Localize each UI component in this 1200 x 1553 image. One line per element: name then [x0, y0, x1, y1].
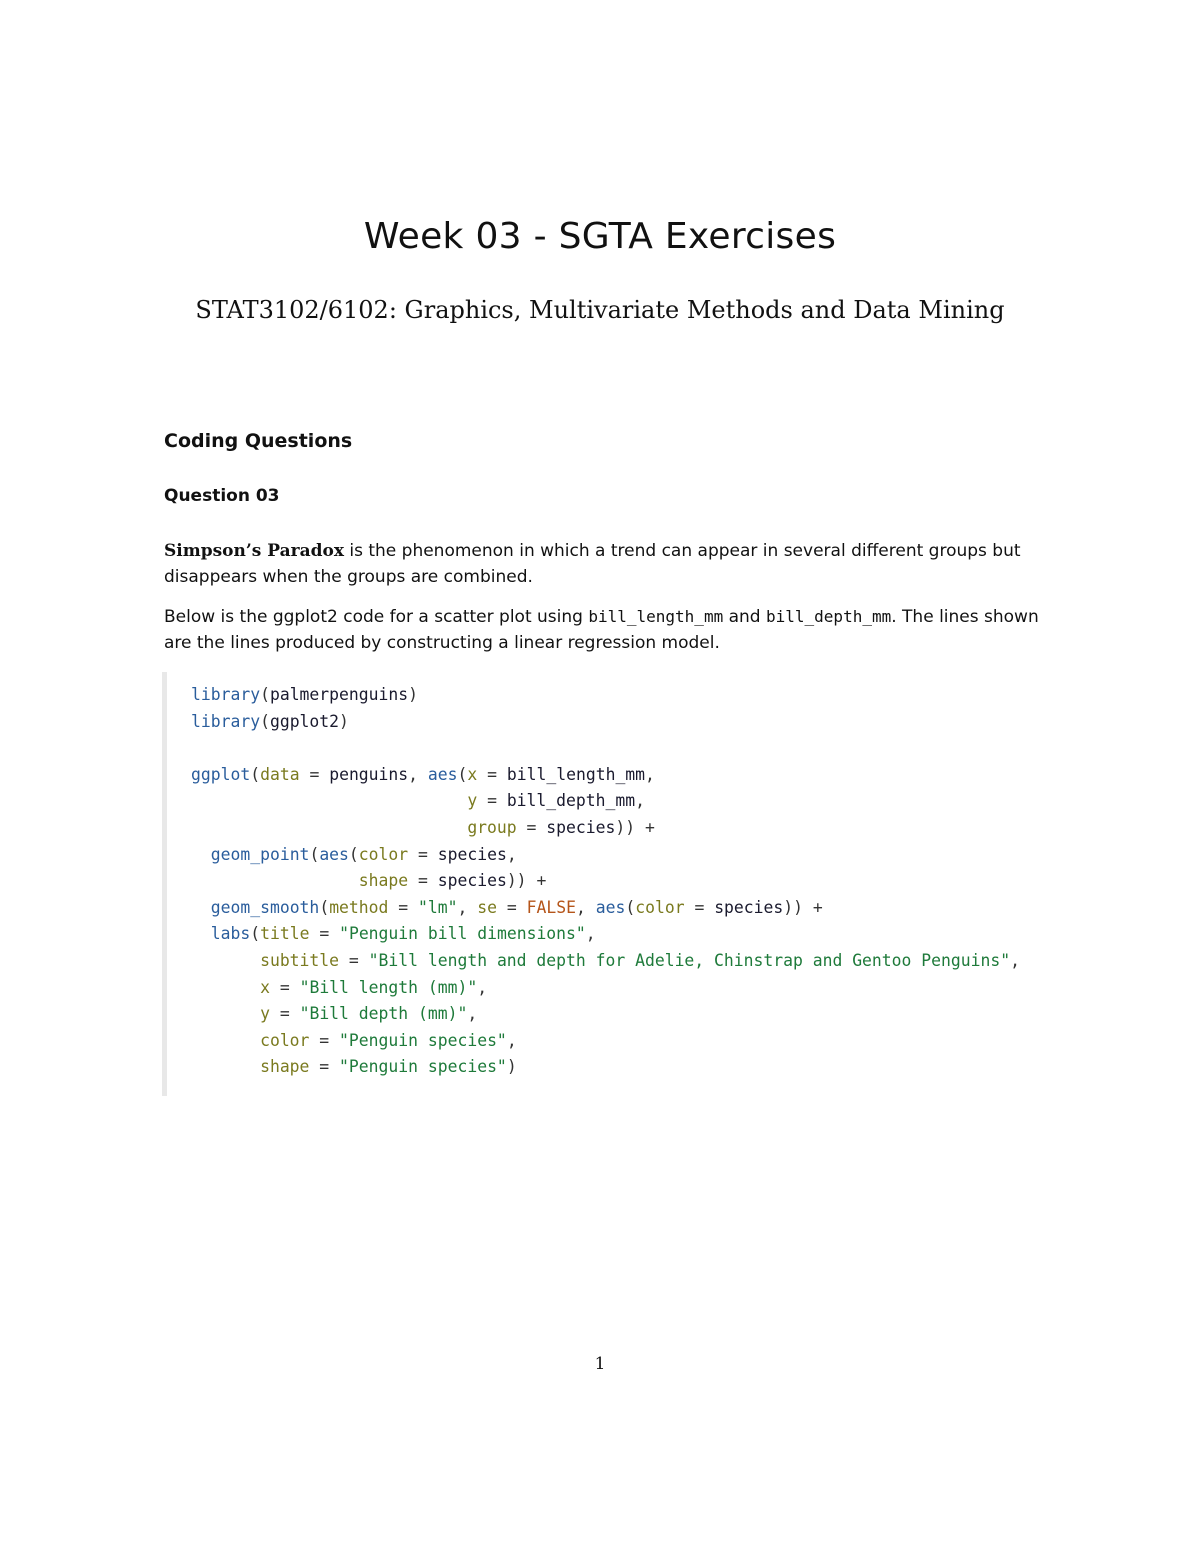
code-line: geom_smooth(method = "lm", se = FALSE, aes(color = species)) + [210, 897, 823, 917]
section-heading: Coding Questions [164, 430, 353, 452]
paragraph-text: Below is the ggplot2 code for a scatter plot using [164, 607, 589, 627]
code-line: y = "Bill depth (mm)", [260, 1004, 478, 1024]
code-line: color = "Penguin species", [260, 1030, 517, 1050]
question-heading: Question 03 [164, 486, 280, 506]
term-simpsons-paradox: Simpson’s Paradox [164, 541, 344, 561]
code-line: subtitle = "Bill length and depth for Adelie, Chinstrap and Gentoo Penguins", [260, 950, 1020, 970]
code-line: geom_point(aes(color = species, [210, 844, 517, 864]
code-block [162, 672, 1152, 1096]
document-title: Week 03 - SGTA Exercises [363, 216, 837, 257]
code-line: ggplot(data = penguins, aes(x = bill_length_mm, [191, 764, 655, 784]
page-number: 1 [594, 1354, 606, 1374]
code-line: x = "Bill length (mm)", [260, 977, 488, 997]
paragraph-text: is the phenomenon in which a trend can appear in several different groups but disappears when the groups are combined. [164, 541, 1021, 587]
code-line: shape = "Penguin species") [260, 1057, 517, 1077]
inline-code-bill-depth: bill_depth_mm [766, 607, 892, 626]
paragraph-simpsons-paradox [164, 538, 1064, 590]
code-line: shape = species)) + [358, 871, 547, 891]
code-line: library(ggplot2) [191, 711, 349, 731]
document-subtitle: STAT3102/6102: Graphics, Multivariate Methods and Data Mining [195, 296, 1005, 324]
paragraph-text: and [723, 607, 766, 627]
inline-code-bill-length: bill_length_mm [588, 607, 724, 626]
paragraph-code-intro [164, 604, 1064, 656]
code-line: y = bill_depth_mm, [467, 791, 645, 811]
code-line: library(palmerpenguins) [191, 685, 418, 704]
code-listing [191, 682, 1020, 1081]
code-line [191, 735, 1020, 762]
code-line: labs(title = "Penguin bill dimensions", [210, 924, 596, 944]
paragraph-text: . The lines shown are the lines produced by constructing a linear regression model. [164, 607, 1039, 653]
code-line: group = species)) + [467, 817, 655, 837]
